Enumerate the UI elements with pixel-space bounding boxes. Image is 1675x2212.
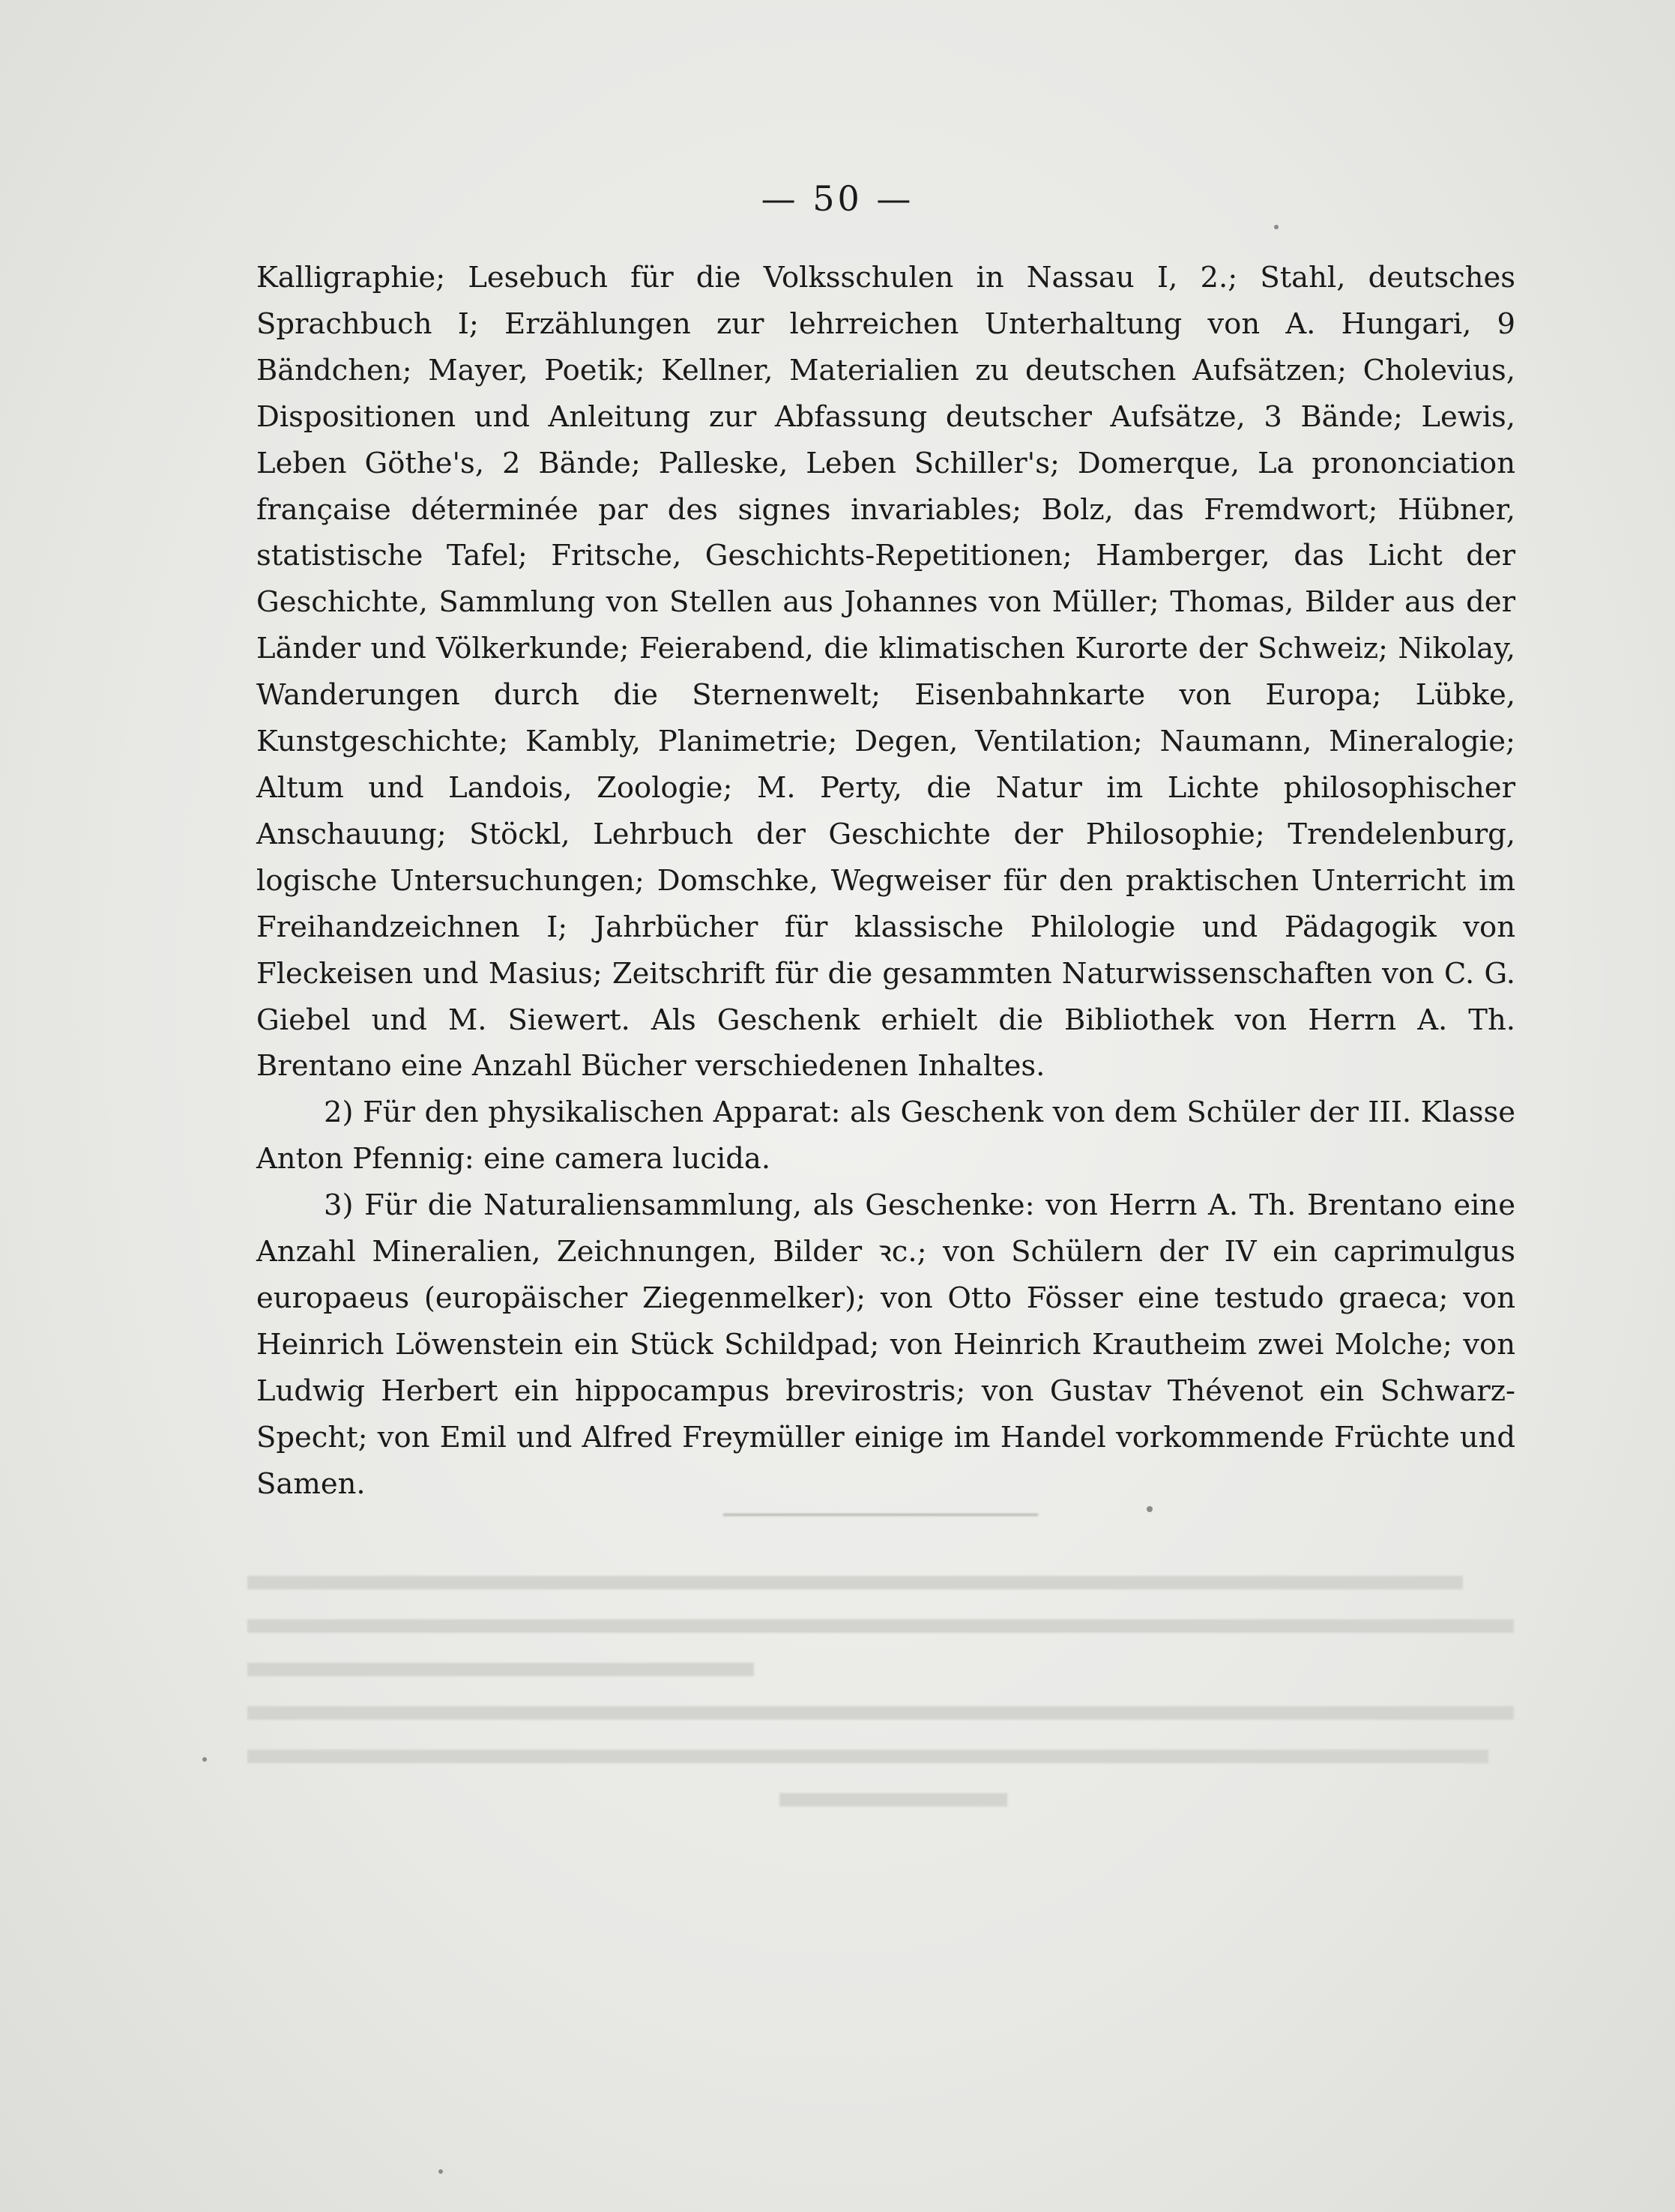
paragraph-physics-apparatus: 2) Für den physikalischen Apparat: als Geschenk von dem Schüler der III. Klasse Anton Pfennig: eine camera lucida.: [256, 1096, 1515, 1176]
paragraph-library-list: Kalligraphie; Lesebuch für die Volksschulen in Nassau I, 2.; Stahl, deutsches Sprachbuch I; Erzählungen zur lehrreichen Unterhaltung von A. Hungari, 9 Bändchen; Mayer, Poetik; Kellner, Materialien zu deutschen Aufsätzen; Cholevius, Dispositionen und Anleitung zur Abfassung deutscher Aufsätze, 3 Bände; Lewis, Leben Göthe's, 2 Bände; Palleske, Leben Schiller's; Domerque, La prononciation française déterminée par des signes invariables; Bolz, das Fremdwort; Hübner, statistische Tafel; Fritsche, Geschichts-Repetitionen; Hamberger, das Licht der Geschichte, Sammlung von Stellen aus Johannes von Müller; Thomas, Bilder aus der Länder und Völkerkunde; Feierabend, die klimatischen Kurorte der Schweiz; Nikolay, Wanderungen durch die Sternenwelt; Eisenbahnkarte von Europa; Lübke, Kunstgeschichte; Kambly, Planimetrie; Degen, Ventilation; Naumann, Mineralogie; Altum und Landois, Zoologie; M. Perty, die Natur im Lichte philosophischer Anschauung; Stöckl, Lehrbuch der Geschichte der Philosophie; Trendelenburg, logische Untersuchungen; Domschke, Wegweiser für den praktischen Unterricht im Freihandzeichnen I; Jahrbücher für klassische Philologie und Pädagogik von Fleckeisen und Masius; Zeitschrift für die gesammten Naturwissenschaften von C. G. Giebel und M. Siewert. Als Geschenk erhielt die Bibliothek von Herrn A. Th. Brentano eine Anzahl Bücher verschiedenen Inhaltes.: [256, 261, 1515, 1084]
main-text-block: [256, 255, 1515, 1507]
bleed-through-texture: [247, 1461, 1514, 1837]
page-number: — 50 —: [761, 178, 914, 219]
paper-speck: [1274, 225, 1279, 229]
bleed-rule: [723, 1514, 1038, 1516]
paper-speck: [438, 2169, 443, 2174]
paragraph-natural-collection: 3) Für die Naturaliensammlung, als Geschenke: von Herrn A. Th. Brentano eine Anzahl Mineralien, Zeichnungen, Bilder ꝛc.; von Schülern der IV ein caprimulgus europaeus (europäischer Ziegenmelker); von Otto Fösser eine testudo graeca; von Heinrich Löwenstein ein Stück Schildpad; von Heinrich Krautheim zwei Molche; von Ludwig Herbert ein hippocampus brevirostris; von Gustav Thévenot ein Schwarz-Specht; von Emil und Alfred Freymüller einige im Handel vorkommende Früchte und Samen.: [256, 1188, 1515, 1501]
bleed-lines: [247, 1576, 1514, 1807]
paper-speck: [202, 1757, 207, 1762]
paper-speck: [1147, 1506, 1153, 1512]
